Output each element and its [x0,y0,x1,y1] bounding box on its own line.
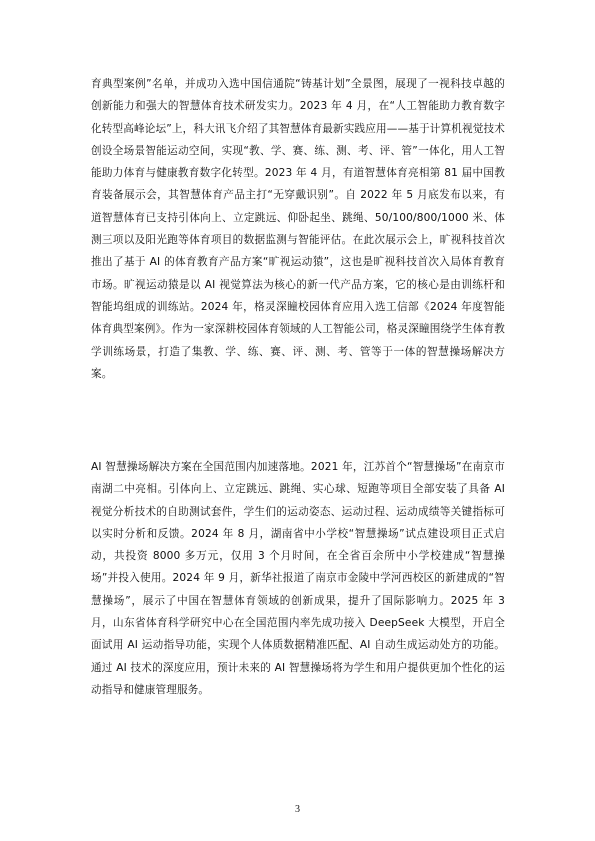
body-paragraph-2: AI 智慧操场解决方案在全国范围内加速落地。2021 年，江苏首个“智慧操场”在南京市南湖二中亮相。引体向上、立定跳远、跳绳、实心球、短跑等项目全部安装了具备 AI 视觉分析技术的自助测试套件，学生们的运动姿态、运动过程、运动成绩等关键指标可以实时分析和反馈。2024 年 8 月，湖南省中小学校“智慧操场”试点建设项目正式启动，共投资 8000 多万元，仅用 3 个月时间，在全省百余所中小学校建成“智慧操场”并投入使用。2024 年 9 月，新华社报道了南京市金陵中学河西校区的新建成的“智慧操场”，展示了中国在智慧体育领域的创新成果，提升了国际影响力。2025 年 3 月，山东省体育科学研究中心在全国范围内率先成功接入 DeepSeek 大模型，开启全面试用 AI 运动指导功能，实现个人体质数据精准匹配、AI 自动生成运动处方的功能。通过 AI 技术的深度应用，预计未来的 AI 智慧操场将为学生和用户提供更加个性化的运动指导和健康管理服务。 [91,461,505,696]
page-number: 3 [295,804,300,815]
body-paragraph-1: 育典型案例”名单，并成功入选中国信通院“铸基计划”全景图，展现了一视科技卓越的创新能力和强大的智慧体育技术研发实力。2023 年 4 月，在“人工智能助力教育数字化转型高峰论坛”上，科大讯飞介绍了其智慧体育最新实践应用——基于计算机视觉技术创设全场景智能运动空间，实现“教、学、赛、练、测、考、评、管”一体化，用人工智能助力体育与健康教育数字化转型。2023 年 4 月，有道智慧体育亮相第 81 届中国教育装备展示会，其智慧体育产品主打“无穿戴识别”。自 2022 年 5 月底发布以来，有道智慧体育已支持引体向上、立定跳远、仰卧起坐、跳绳、50/100/800/1000 米、体测三项以及阳光跑等体育项目的数据监测与智能评估。在此次展示会上，旷视科技首次推出了基于 AI 的体育教育产品方案“旷视运动猿”，这也是旷视科技首次入局体育教育市场。旷视运动猿是以 AI 视觉算法为核心的新一代产品方案，它的核心是由训练杆和智能坞组成的训练站。2024 年，格灵深瞳校园体育应用入选工信部《2024 年度智能体育典型案例》。作为一家深耕校园体育领域的人工智能公司，格灵深瞳围绕学生体育教学训练场景，打造了集教、学、练、赛、评、测、考、管等于一体的智慧操场解决方案。 [91,78,505,380]
